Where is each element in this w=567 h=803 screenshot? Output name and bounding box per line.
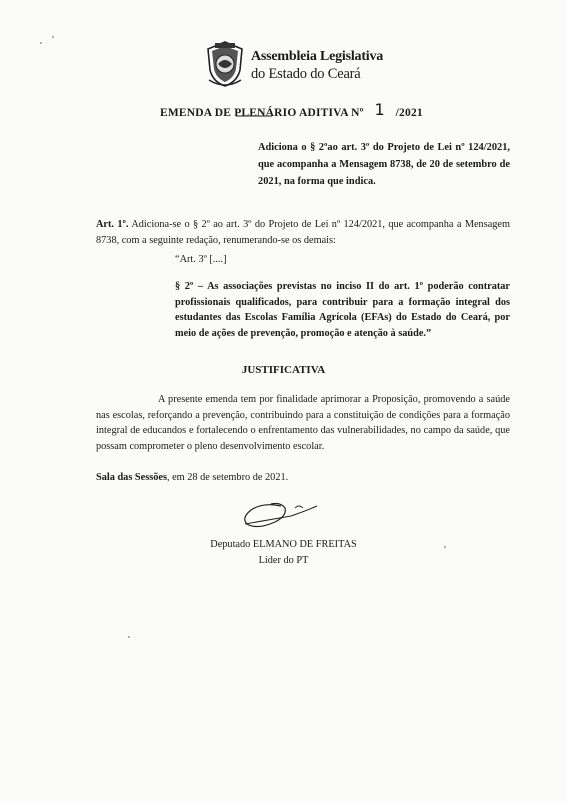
signatory <box>0 537 567 569</box>
justificativa-text: A presente emenda tem por finalidade aprimorar a Proposição, promovendo a saúde nas escolas, reforçando a prevenção, contribuindo para a constituição de condições para a formação integral de educandos e fortalecendo o enfrentamento das vulnerabilidades, no campo da saúde, que possam comprometer o pleno desenvolvimento escolar. <box>96 394 510 452</box>
quote-intro: “Art. 3º [....] <box>175 254 227 265</box>
scan-speck <box>444 546 446 548</box>
article-1-text: Adiciona-se o § 2º ao art. 3º do Projeto de Lei nº 124/2021, que acompanha a Mensagem 8738, com a seguinte redação, renumerando-se os demais: <box>96 219 510 246</box>
scan-speck <box>40 42 42 44</box>
handwritten-signature <box>233 490 323 535</box>
session-date-text: , em 28 de setembro de 2021. <box>166 472 289 483</box>
scan-speck <box>128 636 130 638</box>
ementa: Adiciona o § 2ºao art. 3º do Projeto de Lei nº 124/2021, que acompanha a Mensagem 8738, de 20 de setembro de 2021, na forma que indica. <box>258 142 510 187</box>
justificativa-heading: JUSTIFICATIVA <box>241 364 326 376</box>
article-1 <box>96 217 510 249</box>
paragraph-2: § 2º – As associações previstas no inciso II do art. 1º poderão contratar profissionais qualificados, para contribuir para a formação integral dos estudantes das Escolas Família Agrícola (EFAs) do Estado do Ceará, por meio de ações de prevenção, promoção e atenção à saúde.” <box>175 281 510 339</box>
article-1-label: Art. 1º. <box>96 219 129 230</box>
deputy-role: Líder do PT <box>258 555 309 566</box>
session-label: Sala das Sessões <box>96 472 167 483</box>
title-number-handwritten: 1 <box>374 100 385 119</box>
deputy-name: Deputado ELMANO DE FREITAS <box>210 539 357 550</box>
scan-speck <box>52 36 54 38</box>
brasao-seal-icon <box>205 40 245 88</box>
org-name-line1: Assembleia Legislativa <box>251 49 384 64</box>
title-prefix: EMENDA DE PLENÁRIO ADITIVA Nº <box>160 107 364 119</box>
document-title <box>160 101 423 120</box>
title-suffix: /2021 <box>395 107 423 119</box>
session-date <box>96 472 288 483</box>
org-name-line2: do Estado do Ceará <box>251 66 361 82</box>
number-underline <box>236 114 272 118</box>
letterhead <box>205 40 405 90</box>
